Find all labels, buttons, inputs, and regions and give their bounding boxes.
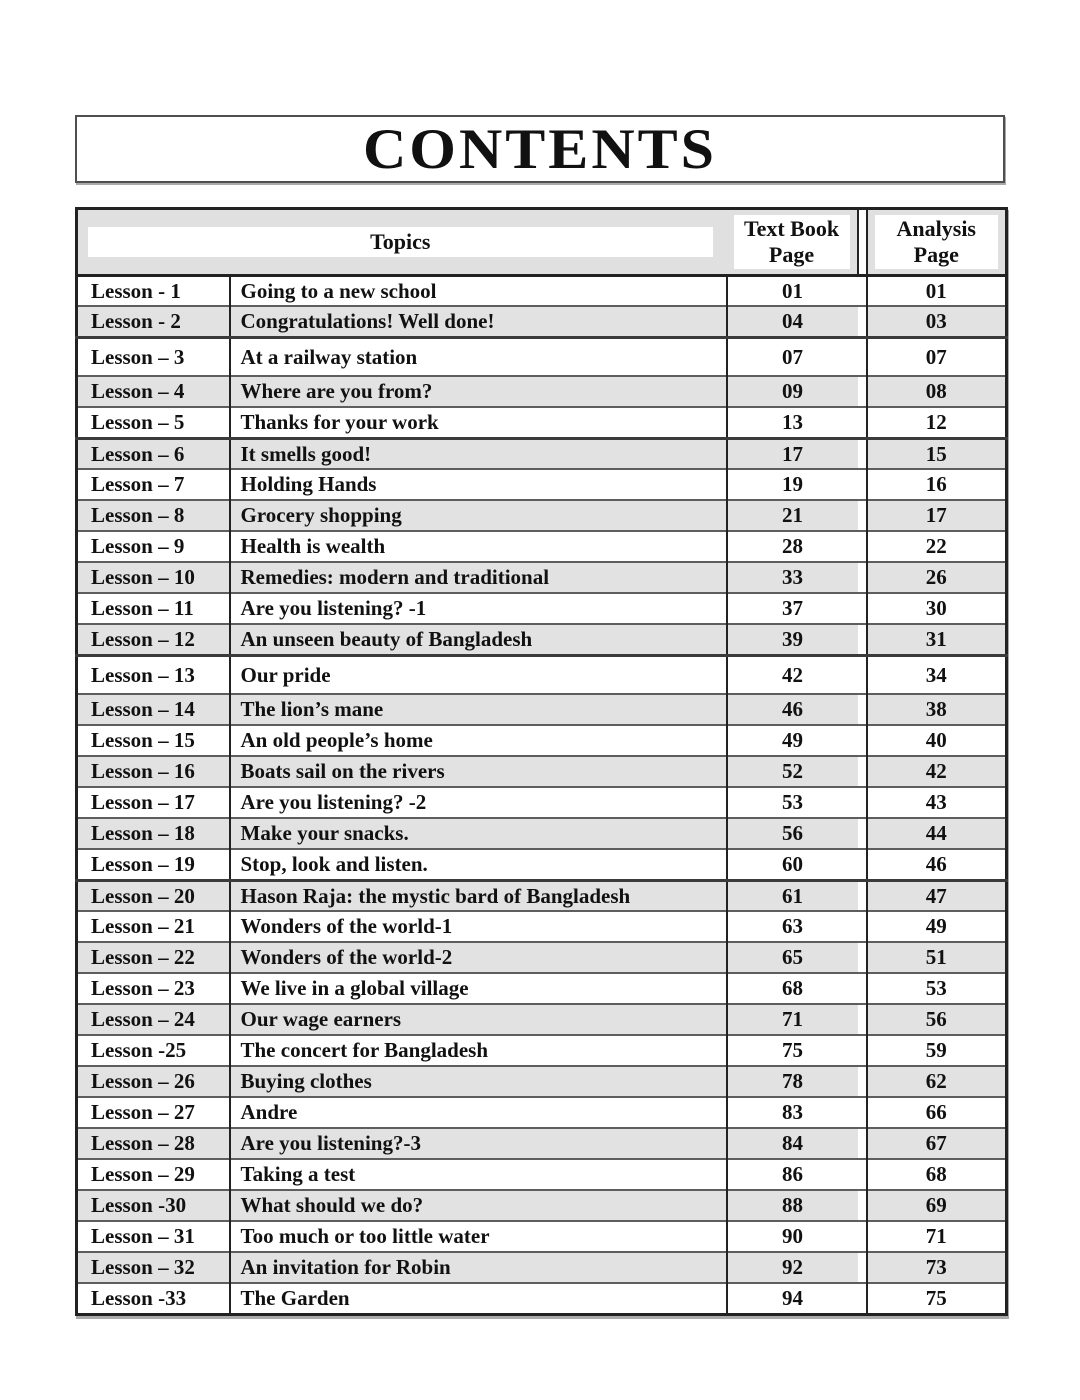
lesson-label: Lesson – 13 — [77, 655, 230, 694]
analysis-page-number: 31 — [867, 624, 1007, 655]
topic-title: Make your snacks. — [230, 818, 727, 849]
column-gap — [858, 911, 867, 942]
table-row — [77, 911, 1007, 942]
analysis-page-number: 67 — [867, 1128, 1007, 1159]
column-gap — [858, 593, 867, 624]
column-gap — [858, 624, 867, 655]
analysis-page-number: 40 — [867, 725, 1007, 756]
lesson-label: Lesson – 17 — [77, 787, 230, 818]
column-gap — [858, 1190, 867, 1221]
table-row — [77, 818, 1007, 849]
column-gap — [858, 942, 867, 973]
column-gap — [858, 1004, 867, 1035]
topic-title: Thanks for your work — [230, 407, 727, 438]
table-row — [77, 1035, 1007, 1066]
topic-title: Our wage earners — [230, 1004, 727, 1035]
topic-title: Andre — [230, 1097, 727, 1128]
column-gap — [858, 973, 867, 1004]
textbook-page-number: 75 — [727, 1035, 858, 1066]
table-row — [77, 407, 1007, 438]
page-title: CONTENTS — [362, 117, 718, 181]
table-row — [77, 880, 1007, 911]
column-gap — [858, 438, 867, 469]
topic-title: Holding Hands — [230, 469, 727, 500]
lesson-label: Lesson – 24 — [77, 1004, 230, 1035]
textbook-page-number: 90 — [727, 1221, 858, 1252]
table-row — [77, 562, 1007, 593]
textbook-page-number: 33 — [727, 562, 858, 593]
analysis-page-number: 12 — [867, 407, 1007, 438]
header-analysis-line1: Analysis — [896, 216, 976, 241]
analysis-page-number: 53 — [867, 973, 1007, 1004]
analysis-page-number: 17 — [867, 500, 1007, 531]
table-row — [77, 1066, 1007, 1097]
lesson-label: Lesson - 1 — [77, 275, 230, 306]
lesson-label: Lesson -30 — [77, 1190, 230, 1221]
topic-title: Are you listening? -2 — [230, 787, 727, 818]
lesson-label: Lesson – 10 — [77, 562, 230, 593]
topic-title: Boats sail on the rivers — [230, 756, 727, 787]
analysis-page-number: 75 — [867, 1283, 1007, 1314]
column-gap — [858, 209, 867, 276]
textbook-page-number: 07 — [727, 337, 858, 376]
topic-title: Taking a test — [230, 1159, 727, 1190]
topic-title: An unseen beauty of Bangladesh — [230, 624, 727, 655]
topic-title: Congratulations! Well done! — [230, 306, 727, 337]
analysis-page-number: 16 — [867, 469, 1007, 500]
textbook-page-number: 56 — [727, 818, 858, 849]
textbook-page-number: 04 — [727, 306, 858, 337]
column-gap — [858, 655, 867, 694]
lesson-label: Lesson – 6 — [77, 438, 230, 469]
table-row — [77, 849, 1007, 880]
analysis-page-number: 26 — [867, 562, 1007, 593]
textbook-page-number: 92 — [727, 1252, 858, 1283]
textbook-page-number: 61 — [727, 880, 858, 911]
lesson-label: Lesson - 2 — [77, 306, 230, 337]
column-gap — [858, 1159, 867, 1190]
table-row — [77, 787, 1007, 818]
textbook-page-number: 86 — [727, 1159, 858, 1190]
table-row — [77, 275, 1007, 306]
textbook-page-number: 37 — [727, 593, 858, 624]
topic-title: Wonders of the world-1 — [230, 911, 727, 942]
topic-title: The concert for Bangladesh — [230, 1035, 727, 1066]
topic-title: Remedies: modern and traditional — [230, 562, 727, 593]
topic-title: Buying clothes — [230, 1066, 727, 1097]
lesson-label: Lesson – 11 — [77, 593, 230, 624]
topic-title: An invitation for Robin — [230, 1252, 727, 1283]
textbook-page-number: 68 — [727, 973, 858, 1004]
contents-table-header — [77, 209, 1007, 276]
textbook-page-number: 21 — [727, 500, 858, 531]
textbook-page-number: 84 — [727, 1128, 858, 1159]
topic-title: Health is wealth — [230, 531, 727, 562]
analysis-page-number: 34 — [867, 655, 1007, 694]
textbook-page-number: 28 — [727, 531, 858, 562]
analysis-page-number: 08 — [867, 376, 1007, 407]
textbook-page-number: 88 — [727, 1190, 858, 1221]
analysis-page-number: 62 — [867, 1066, 1007, 1097]
column-gap — [858, 1128, 867, 1159]
table-row — [77, 1159, 1007, 1190]
column-gap — [858, 694, 867, 725]
lesson-label: Lesson – 19 — [77, 849, 230, 880]
column-gap — [858, 376, 867, 407]
analysis-page-number: 69 — [867, 1190, 1007, 1221]
topic-title: Stop, look and listen. — [230, 849, 727, 880]
lesson-label: Lesson – 18 — [77, 818, 230, 849]
topic-title: Are you listening?-3 — [230, 1128, 727, 1159]
analysis-page-number: 56 — [867, 1004, 1007, 1035]
column-gap — [858, 1252, 867, 1283]
column-gap — [858, 500, 867, 531]
table-row — [77, 1190, 1007, 1221]
table-row — [77, 725, 1007, 756]
textbook-page-number: 13 — [727, 407, 858, 438]
lesson-label: Lesson -25 — [77, 1035, 230, 1066]
column-gap — [858, 1221, 867, 1252]
analysis-page-number: 68 — [867, 1159, 1007, 1190]
textbook-page-number: 42 — [727, 655, 858, 694]
table-row — [77, 1128, 1007, 1159]
lesson-label: Lesson – 3 — [77, 337, 230, 376]
header-analysis-page — [867, 209, 1007, 276]
analysis-page-number: 49 — [867, 911, 1007, 942]
textbook-page-number: 46 — [727, 694, 858, 725]
topic-title: At a railway station — [230, 337, 727, 376]
table-row — [77, 593, 1007, 624]
analysis-page-number: 47 — [867, 880, 1007, 911]
analysis-page-number: 44 — [867, 818, 1007, 849]
analysis-page-number: 38 — [867, 694, 1007, 725]
analysis-page-number: 73 — [867, 1252, 1007, 1283]
analysis-page-number: 01 — [867, 275, 1007, 306]
lesson-label: Lesson – 23 — [77, 973, 230, 1004]
column-gap — [858, 306, 867, 337]
table-row — [77, 376, 1007, 407]
textbook-page-number: 01 — [727, 275, 858, 306]
lesson-label: Lesson – 12 — [77, 624, 230, 655]
table-row — [77, 306, 1007, 337]
topic-title: Too much or too little water — [230, 1221, 727, 1252]
analysis-page-number: 15 — [867, 438, 1007, 469]
table-row — [77, 1252, 1007, 1283]
header-textbook-page — [727, 209, 858, 276]
topic-title: Our pride — [230, 655, 727, 694]
textbook-page-number: 39 — [727, 624, 858, 655]
column-gap — [858, 407, 867, 438]
textbook-page-number: 63 — [727, 911, 858, 942]
textbook-page-number: 52 — [727, 756, 858, 787]
lesson-label: Lesson – 21 — [77, 911, 230, 942]
lesson-label: Lesson – 31 — [77, 1221, 230, 1252]
textbook-page-number: 19 — [727, 469, 858, 500]
lesson-label: Lesson – 27 — [77, 1097, 230, 1128]
textbook-page-number: 65 — [727, 942, 858, 973]
lesson-label: Lesson – 4 — [77, 376, 230, 407]
column-gap — [858, 337, 867, 376]
table-row — [77, 531, 1007, 562]
table-row — [77, 655, 1007, 694]
column-gap — [858, 469, 867, 500]
topic-title: The Garden — [230, 1283, 727, 1314]
contents-table-body — [77, 275, 1007, 1314]
column-gap — [858, 787, 867, 818]
table-row — [77, 438, 1007, 469]
table-row — [77, 1004, 1007, 1035]
textbook-page-number: 17 — [727, 438, 858, 469]
lesson-label: Lesson – 9 — [77, 531, 230, 562]
header-textbook-line1: Text Book — [743, 216, 840, 241]
column-gap — [858, 1097, 867, 1128]
analysis-page-number: 22 — [867, 531, 1007, 562]
table-row — [77, 694, 1007, 725]
table-row — [77, 973, 1007, 1004]
analysis-page-number: 42 — [867, 756, 1007, 787]
analysis-page-number: 66 — [867, 1097, 1007, 1128]
column-gap — [858, 725, 867, 756]
column-gap — [858, 1035, 867, 1066]
column-gap — [858, 849, 867, 880]
lesson-label: Lesson – 20 — [77, 880, 230, 911]
textbook-page-number: 94 — [727, 1283, 858, 1314]
contents-table — [75, 207, 1008, 1316]
topic-title: Hason Raja: the mystic bard of Bangladesh — [230, 880, 727, 911]
column-gap — [858, 275, 867, 306]
analysis-page-number: 30 — [867, 593, 1007, 624]
table-row — [77, 624, 1007, 655]
analysis-page-number: 43 — [867, 787, 1007, 818]
topic-title: Wonders of the world-2 — [230, 942, 727, 973]
table-row — [77, 1097, 1007, 1128]
header-row — [77, 209, 1007, 276]
textbook-page-number: 60 — [727, 849, 858, 880]
topic-title: Going to a new school — [230, 275, 727, 306]
textbook-page-number: 71 — [727, 1004, 858, 1035]
analysis-page-number: 03 — [867, 306, 1007, 337]
topic-title: Are you listening? -1 — [230, 593, 727, 624]
topic-title: It smells good! — [230, 438, 727, 469]
column-gap — [858, 1283, 867, 1314]
topic-title: An old people’s home — [230, 725, 727, 756]
lesson-label: Lesson – 29 — [77, 1159, 230, 1190]
analysis-page-number: 46 — [867, 849, 1007, 880]
column-gap — [858, 562, 867, 593]
table-row — [77, 942, 1007, 973]
analysis-page-number: 71 — [867, 1221, 1007, 1252]
column-gap — [858, 531, 867, 562]
topic-title: We live in a global village — [230, 973, 727, 1004]
textbook-page-number: 09 — [727, 376, 858, 407]
lesson-label: Lesson – 22 — [77, 942, 230, 973]
lesson-label: Lesson – 14 — [77, 694, 230, 725]
lesson-label: Lesson – 5 — [77, 407, 230, 438]
topic-title: What should we do? — [230, 1190, 727, 1221]
table-row — [77, 469, 1007, 500]
lesson-label: Lesson – 7 — [77, 469, 230, 500]
analysis-page-number: 59 — [867, 1035, 1007, 1066]
lesson-label: Lesson – 32 — [77, 1252, 230, 1283]
table-row — [77, 1221, 1007, 1252]
header-topics-label: Topics — [88, 227, 713, 257]
table-row — [77, 500, 1007, 531]
table-row — [77, 756, 1007, 787]
column-gap — [858, 1066, 867, 1097]
column-gap — [858, 880, 867, 911]
table-row — [77, 1283, 1007, 1314]
header-analysis-line2: Page — [913, 241, 959, 267]
contents-title-box — [75, 115, 1005, 183]
textbook-page-number: 49 — [727, 725, 858, 756]
textbook-page-number: 78 — [727, 1066, 858, 1097]
analysis-page-number: 07 — [867, 337, 1007, 376]
lesson-label: Lesson – 16 — [77, 756, 230, 787]
analysis-page-number: 51 — [867, 942, 1007, 973]
topic-title: The lion’s mane — [230, 694, 727, 725]
topic-title: Where are you from? — [230, 376, 727, 407]
lesson-label: Lesson – 15 — [77, 725, 230, 756]
topic-title: Grocery shopping — [230, 500, 727, 531]
column-gap — [858, 818, 867, 849]
column-gap — [858, 756, 867, 787]
lesson-label: Lesson – 26 — [77, 1066, 230, 1097]
header-topics — [77, 209, 727, 276]
lesson-label: Lesson -33 — [77, 1283, 230, 1314]
lesson-label: Lesson – 28 — [77, 1128, 230, 1159]
table-row — [77, 337, 1007, 376]
textbook-page-number: 53 — [727, 787, 858, 818]
header-textbook-line2: Page — [768, 241, 815, 267]
lesson-label: Lesson – 8 — [77, 500, 230, 531]
textbook-page-number: 83 — [727, 1097, 858, 1128]
